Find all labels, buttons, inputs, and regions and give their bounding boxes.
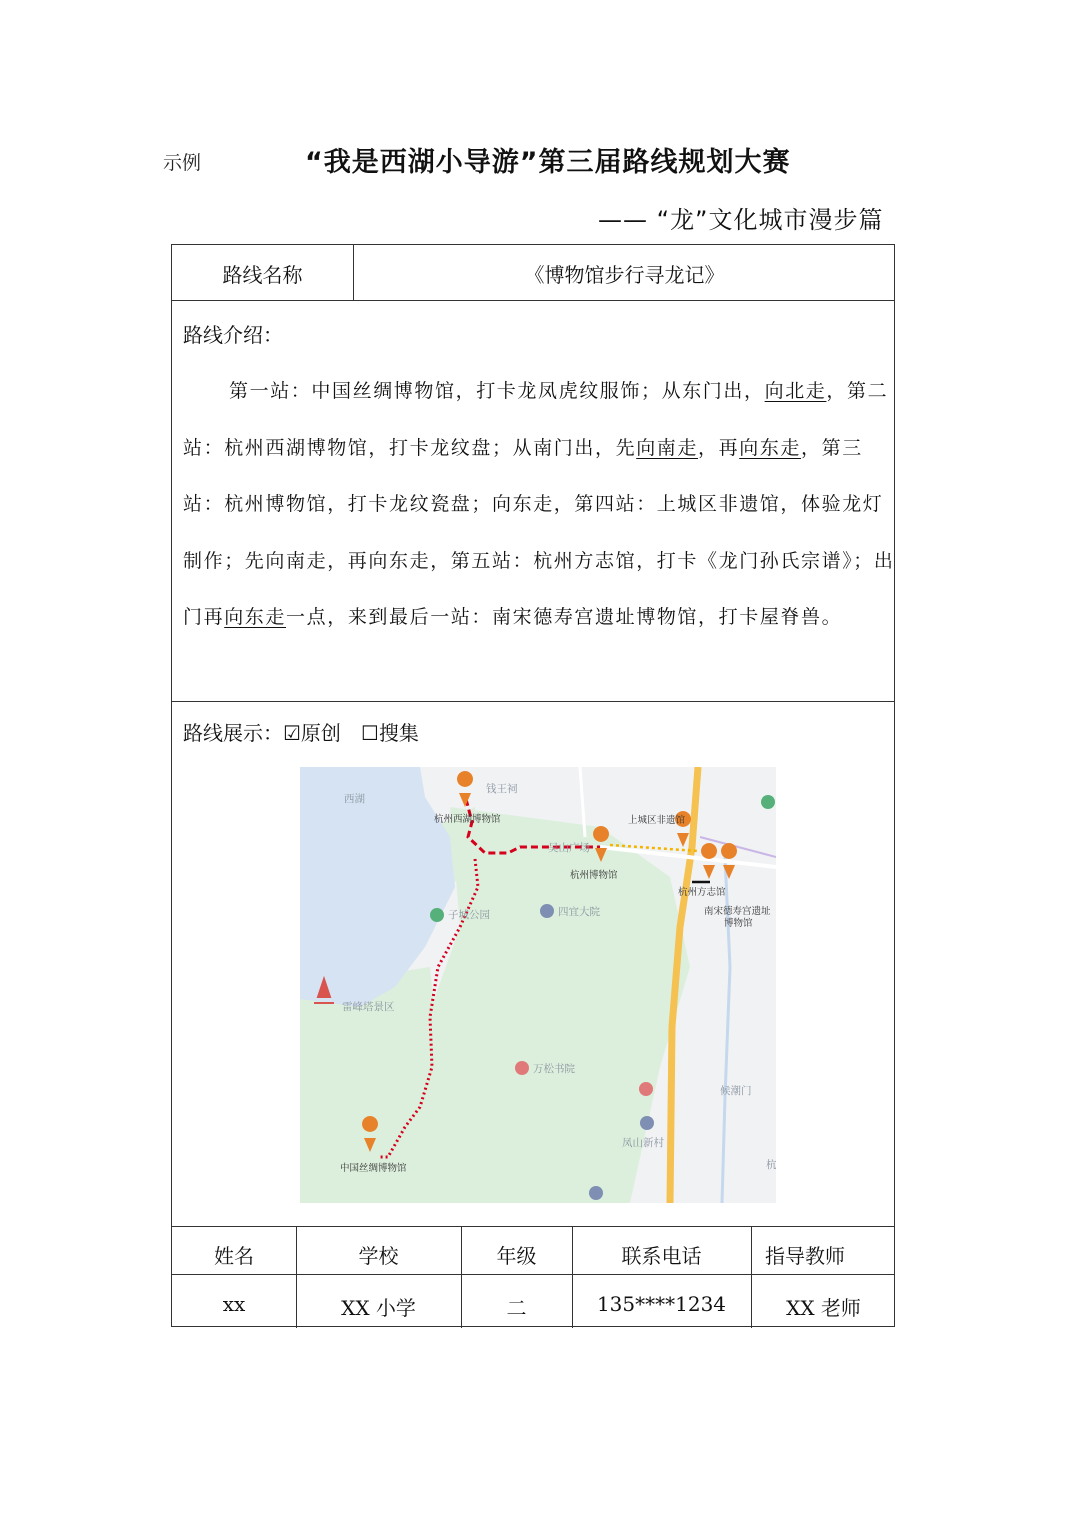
map-label: 凤山新村	[622, 1137, 664, 1149]
map-label: 杭州方志馆	[678, 887, 726, 898]
map-label: 雷峰塔景区	[342, 1001, 395, 1013]
map-label: 杭	[766, 1159, 776, 1171]
route-map	[300, 767, 776, 1203]
map-label: 钱王祠	[486, 783, 518, 795]
divider	[172, 701, 894, 702]
intro-underlined-text: 向东走	[739, 436, 802, 459]
building-icon	[540, 904, 554, 918]
intro-text-segment: ，第二站：杭州西湖博物馆，打卡龙纹盘；从南门出，先	[183, 380, 889, 459]
intro-underlined-text: 向北走	[764, 380, 827, 402]
divider	[172, 1274, 894, 1275]
school-icon	[515, 1061, 529, 1075]
intro-underlined-text: 向南走	[636, 436, 699, 459]
table-header: 年级	[496, 1244, 537, 1268]
map-label: 万松书院	[533, 1063, 575, 1075]
table-cell: 二	[506, 1296, 527, 1320]
route-display-label: 路线展示：☑原创 ☐搜集	[183, 721, 419, 745]
divider	[172, 1226, 894, 1227]
building-icon	[640, 1116, 654, 1130]
table-cell: XX 小学	[341, 1296, 416, 1320]
page-title: “我是西湖小导游”第三届路线规划大赛	[305, 147, 791, 178]
divider	[172, 300, 894, 301]
map-label: 上城区非遗馆	[628, 815, 686, 826]
park-icon	[430, 908, 444, 922]
map-label: 四宜大院	[558, 906, 600, 918]
table-header: 姓名	[214, 1244, 254, 1268]
table-cell: xx	[222, 1292, 246, 1316]
landmark-icon	[639, 1082, 653, 1096]
map-label: 杭州博物馆	[570, 870, 618, 881]
map-label: 中国丝绸博物馆	[340, 1163, 407, 1174]
map-label: 吴山广场	[548, 842, 590, 854]
table-header: 学校	[358, 1244, 399, 1268]
intro-text-segment: 第一站：中国丝绸博物馆，打卡龙凤虎纹服饰；从东门出，	[229, 380, 765, 402]
page-subtitle: —— “龙”文化城市漫步篇	[598, 206, 884, 234]
table-header: 指导教师	[765, 1244, 845, 1268]
intro-text-segment: 一点，来到最后一站：南宋德寿宫遗址博物馆，打卡屋脊兽。	[286, 606, 843, 628]
example-label: 示例	[163, 152, 202, 174]
route-intro-text	[183, 363, 895, 646]
table-cell: 135****1234	[596, 1292, 727, 1316]
route-name-value: 《博物馆步行寻龙记》	[524, 263, 725, 287]
map-label: 西湖	[344, 793, 365, 805]
route-form	[171, 244, 895, 1327]
table-cell: XX 老师	[786, 1296, 861, 1320]
route-name-label: 路线名称	[222, 263, 303, 287]
park-icon	[761, 795, 775, 809]
route-intro-label: 路线介绍：	[183, 323, 283, 347]
intro-underlined-text: 向东走	[224, 606, 287, 628]
map-label: 博物馆	[724, 918, 753, 929]
map-label: 候潮门	[720, 1085, 752, 1097]
map-label: 子城公园	[448, 909, 490, 921]
map-label: 南宋德寿宫遗址	[704, 906, 771, 917]
table-header: 联系电话	[621, 1244, 702, 1268]
building-icon	[589, 1186, 603, 1200]
map-label: 杭州西湖博物馆	[434, 814, 501, 825]
intro-text-segment: ，再	[698, 436, 740, 459]
intro-text-segment: ，第三站：杭州博物馆，打卡龙纹瓷盘；向东走，第四站：上城区非遗馆，体验龙灯制作；先向南走，再向东走，第五站：杭州方志馆，打卡《龙门孙氏宗谱》；出门再	[183, 436, 895, 628]
